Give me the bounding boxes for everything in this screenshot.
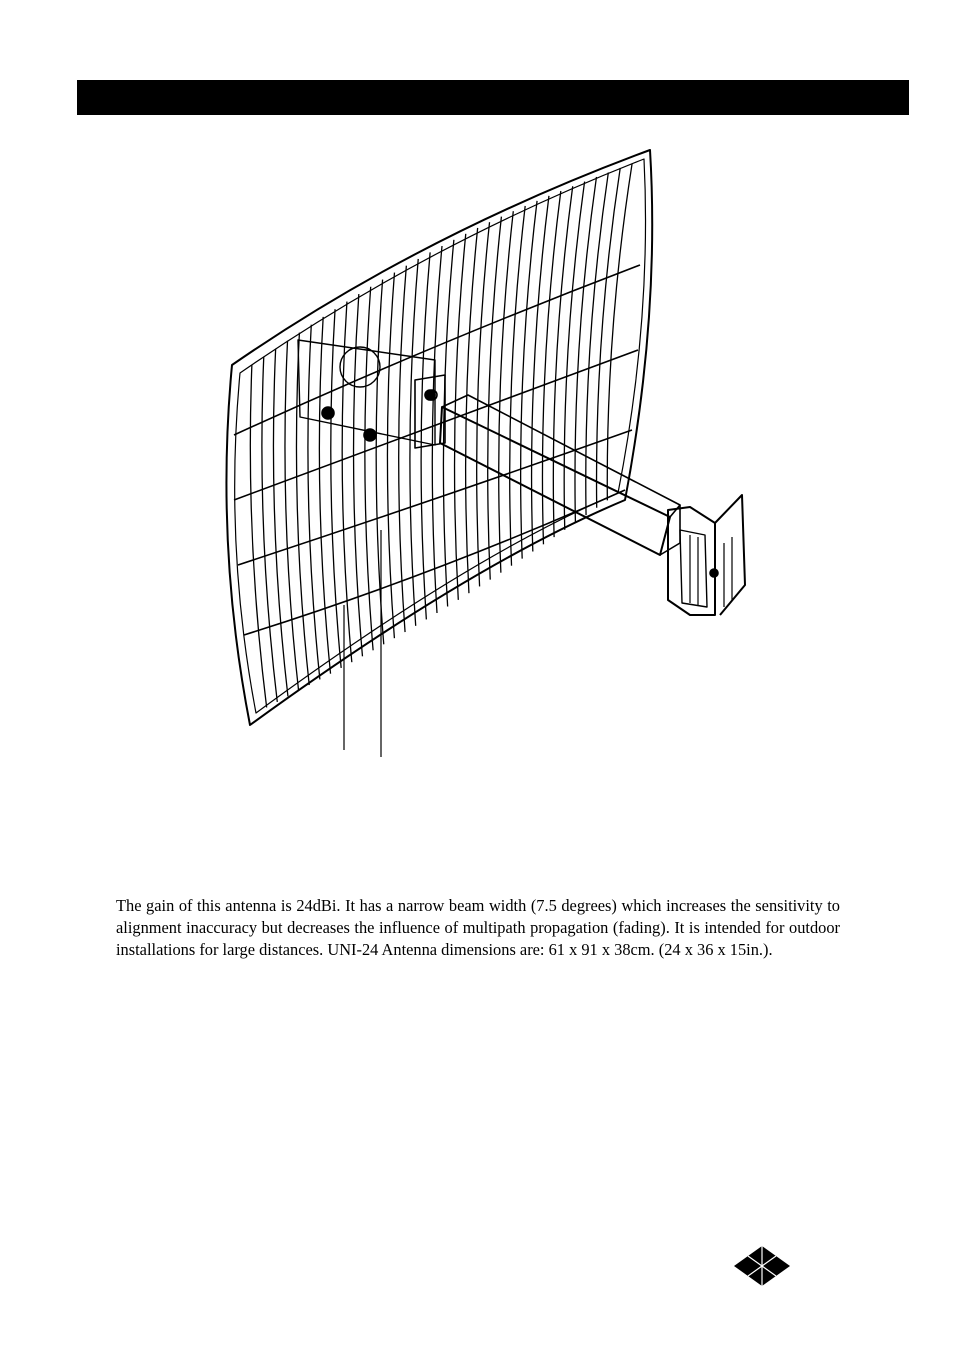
grid-bar [319,317,330,674]
grid-bar [308,325,320,680]
grid-bar [410,259,418,626]
grid-bar [421,252,430,619]
body-paragraph: The gain of this antenna is 24dBi. It has a narrow beam width (7.5 degrees) which increases the sensitivity to alignment inaccuracy but decreases the influence of multipath propagation (fading). It is intended for outdoor installations for large distances. UNI-24 Antenna dimensions are: 61 x 91 x 38cm. (24 x 36 x 15in.). [116,896,840,959]
grid-bar [597,168,621,508]
brand-logo [732,1244,792,1288]
grid-bar [607,163,632,500]
grid-bar [399,266,407,632]
diamond-logo-icon [732,1244,792,1288]
grid-bar [553,186,572,537]
grid-bar [521,201,537,559]
grid-bar [365,287,373,651]
grid-bar [542,191,560,544]
header-bar [77,80,909,115]
antenna-illustration [220,145,760,765]
grid-bar [296,333,309,685]
grid-bar [331,309,341,668]
antenna-drawing-icon [220,145,760,765]
